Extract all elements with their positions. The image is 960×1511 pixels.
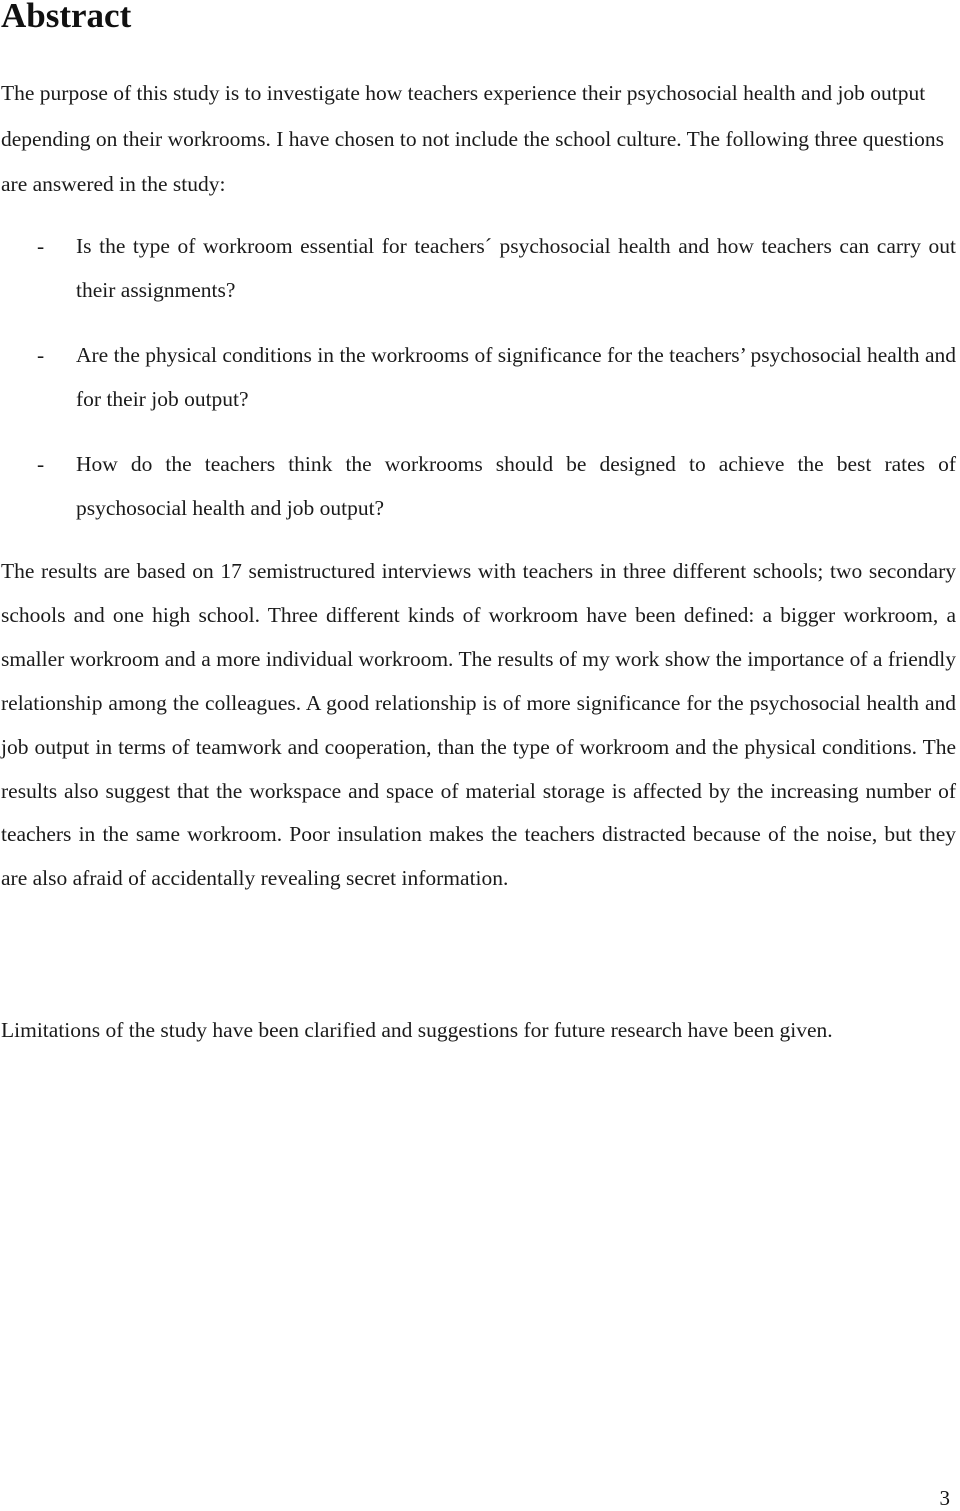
limitations-paragraph: Limitations of the study have been clarified and suggestions for future research have been given. bbox=[1, 1018, 833, 1042]
question-text: Are the physical conditions in the workrooms of significance for the teachers’ psychosocial health and for their job output? bbox=[76, 343, 956, 411]
results-paragraph: The results are based on 17 semistructured interviews with teachers in three different schools; two secondary schools and one high school. Three different kinds of workroom have been defined: a bigger workroom, a smaller workroom and a more individual workroom. The results of my work show the importance of a friendly relationship among the colleagues. A good relationship is of more significance for the psychosocial health and job output in terms of teamwork and cooperation, than the type of workroom and the physical conditions. The results also suggest that the workspace and space of material storage is affected by the increasing number of teachers in the same workroom. Poor insulation makes the teachers distracted because of the noise, but they are also afraid of accidentally revealing secret information. bbox=[1, 559, 956, 891]
question-text: How do the teachers think the workrooms should be designed to achieve the best rates of psychosocial health and job output? bbox=[76, 452, 956, 520]
page-title: Abstract bbox=[1, 0, 132, 35]
question-text: Is the type of workroom essential for teachers´ psychosocial health and how teachers can carry out their assignments? bbox=[76, 234, 956, 302]
page-number: 3 bbox=[939, 1486, 950, 1510]
list-bullet: - bbox=[37, 343, 45, 367]
list-bullet: - bbox=[37, 234, 45, 258]
intro-paragraph: The purpose of this study is to investigate how teachers experience their psychosocial health and job output depending on their workrooms. I have chosen to not include the school culture. The following three questions are answered in the study: bbox=[1, 81, 944, 196]
list-bullet: - bbox=[37, 452, 45, 476]
